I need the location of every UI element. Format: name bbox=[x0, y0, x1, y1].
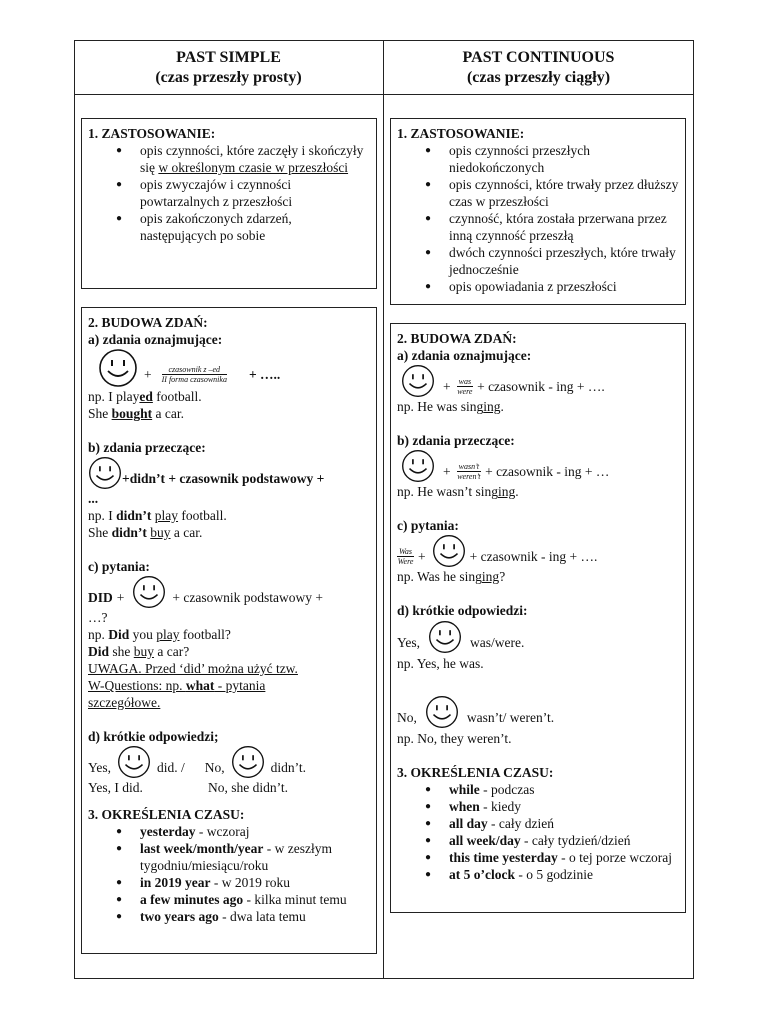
left-subtitle: (czas przeszły prosty) bbox=[155, 69, 302, 86]
list-item: ● while - podczas bbox=[397, 781, 679, 798]
list-item: ● opis czynności, które zaczęły i skończyły się w określonym czasie w przeszłości bbox=[88, 142, 370, 176]
smiley-icon bbox=[117, 745, 151, 779]
left-b-example-2: She didn’t buy a car. bbox=[88, 525, 203, 540]
left-c-formula: DID + + czasownik podstawowy + bbox=[88, 575, 370, 609]
left-b-formula: +didn’t + czasownik podstawowy + bbox=[88, 456, 370, 490]
list-item: ● when - kiedy bbox=[397, 798, 679, 815]
list-item: ● all day - cały dzień bbox=[397, 815, 679, 832]
right-structure-box: 2. BUDOWA ZDAŃ: a) zdania oznajmujące: + $\frac{\text{was}}{\text{were}}$ + czasownik - ing + …. np. He was singing. b) zdania przeczące: + $\frac{\text{wasn’t}}{\text{weren’t}}$ + czasownik - ing + … np. He wasn’t singing. c) pytania: $\frac{\text{Was}}{\text{Were}}$ + + czasownik - ing + …. np. Was he singing? d) krótkie odpowiedzi: Yes, was/were. np. Yes, he was. No, wasn’t/ weren’t. np. No, they weren’t. 3. OKREŚLENIA CZASU: ● while - podczas ● when - kiedy ● all day - cały dzień ● all week/day - cały tydzień/dzień ● this time yesterday - o tej porze wczoraj ● at 5 o’clock - o 5 godzinie bbox=[390, 323, 686, 913]
right-b-example: np. He wasn’t singing. bbox=[397, 484, 519, 499]
smiley-icon bbox=[428, 620, 462, 654]
list-item: ● all week/day - cały tydzień/dzień bbox=[397, 832, 679, 849]
column-divider bbox=[383, 40, 384, 979]
header-divider bbox=[74, 94, 694, 95]
left-d-answers: Yes, I did. No, she didn’t. bbox=[88, 780, 288, 795]
right-d-no: No, wasn’t/ weren’t. bbox=[397, 694, 679, 730]
left-b-title: b) zdania przeczące: bbox=[88, 440, 206, 455]
list-item: ● last week/month/year - w zeszłym tygodniu/miesiącu/roku bbox=[88, 840, 370, 874]
list-item: ● opis opowiadania z przeszłości bbox=[397, 278, 679, 295]
list-item: ● at 5 o’clock - o 5 godzinie bbox=[397, 866, 679, 883]
left-note-3: szczegółowe. bbox=[88, 695, 161, 710]
left-time-list bbox=[88, 823, 370, 925]
smiley-icon bbox=[401, 449, 435, 483]
right-c-example: np. Was he singing? bbox=[397, 569, 506, 584]
right-usage-box bbox=[390, 118, 686, 305]
list-item: ● opis zakończonych zdarzeń, następujących po sobie bbox=[88, 210, 370, 244]
right-title: PAST CONTINUOUS bbox=[462, 49, 615, 66]
right-c-formula: $\frac{\text{Was}}{\text{Were}}$ + + czasownik - ing + …. bbox=[397, 534, 679, 568]
right-a-title: a) zdania oznajmujące: bbox=[397, 348, 532, 363]
smiley-icon bbox=[231, 745, 265, 779]
left-d-formula: Yes, did. / No, didn’t. bbox=[88, 745, 370, 779]
right-d-yes: Yes, was/were. bbox=[397, 619, 679, 655]
left-a-example-2: She bought a car. bbox=[88, 406, 185, 421]
list-item: ● in 2019 year - w 2019 roku bbox=[88, 874, 370, 891]
right-time-heading: 3. OKREŚLENIA CZASU: bbox=[397, 765, 554, 780]
right-c-title: c) pytania: bbox=[397, 518, 459, 533]
right-d-title: d) krótkie odpowiedzi: bbox=[397, 603, 528, 618]
right-header bbox=[384, 48, 693, 88]
left-b-example-1: np. I didn’t play football. bbox=[88, 508, 227, 523]
list-item: ● this time yesterday - o tej porze wczoraj bbox=[397, 849, 679, 866]
list-item: ● opis czynności, które trwały przez dłuższy czas w przeszłości bbox=[397, 176, 679, 210]
smiley-icon bbox=[98, 348, 138, 388]
left-usage-heading: 1. ZASTOSOWANIE: bbox=[88, 126, 216, 141]
smiley-icon bbox=[132, 575, 166, 609]
left-a-formula: + $\frac{\text{czasownik z –ed}}{\text{II forma czasownika}}$ + ….. bbox=[88, 348, 370, 388]
list-item: ● yesterday - wczoraj bbox=[88, 823, 370, 840]
left-structure-heading: 2. BUDOWA ZDAŃ: bbox=[88, 315, 208, 330]
left-c-example-2: Did she buy a car? bbox=[88, 644, 190, 659]
right-time-list bbox=[397, 781, 679, 883]
right-b-title: b) zdania przeczące: bbox=[397, 433, 515, 448]
left-header bbox=[74, 48, 383, 88]
right-subtitle: (czas przeszły ciągły) bbox=[466, 69, 611, 86]
list-item: ● two years ago - dwa lata temu bbox=[88, 908, 370, 925]
list-item: ● opis czynności przeszłych niedokończonych bbox=[397, 142, 679, 176]
right-structure-heading: 2. BUDOWA ZDAŃ: bbox=[397, 331, 517, 346]
left-usage-box bbox=[81, 118, 377, 289]
left-d-title: d) krótkie odpowiedzi; bbox=[88, 729, 219, 744]
left-a-example-1: np. I played football. bbox=[88, 389, 202, 404]
left-structure-box: 2. BUDOWA ZDAŃ: a) zdania oznajmujące: + $\frac{\text{czasownik z –ed}}{\text{II forma czasownika}}$ + ….. np. I played football. She bought a car. b) zdania przeczące: +didn’t + czasownik podstawowy + ... np. I didn’t play football. She didn’t buy a car. c) pytania: DID + + czasownik podstawowy + …? np. Did you play football? Did she buy a car? UWAGA. Przed ‘did’ można użyć tzw. W-Questions: np. what - pytania szczegółowe. d) krótkie odpowiedzi; Yes, did. / No, didn’t. Yes, I did. No, she didn’t. 3. OKREŚLENIA CZASU: ● yesterday - wczoraj ● last week/month/year - w zeszłym tygodniu/miesiącu/roku ● in 2019 year - w 2019 roku ● a few minutes ago - kilka minut temu ● two years ago - dwa lata temu bbox=[81, 307, 377, 954]
list-item: ● czynność, która została przerwana przez inną czynność przeszłą bbox=[397, 210, 679, 244]
right-a-example: np. He was singing. bbox=[397, 399, 504, 414]
left-title: PAST SIMPLE bbox=[176, 49, 281, 66]
list-item: ● a few minutes ago - kilka minut temu bbox=[88, 891, 370, 908]
left-a-title: a) zdania oznajmujące: bbox=[88, 332, 223, 347]
left-note-1: UWAGA. Przed ‘did’ można użyć tzw. bbox=[88, 661, 298, 676]
right-b-formula: + $\frac{\text{wasn’t}}{\text{weren’t}}$ + czasownik - ing + … bbox=[397, 449, 679, 483]
left-time-heading: 3. OKREŚLENIA CZASU: bbox=[88, 807, 245, 822]
left-usage-list bbox=[88, 142, 370, 244]
right-usage-heading: 1. ZASTOSOWANIE: bbox=[397, 126, 525, 141]
smiley-icon bbox=[401, 364, 435, 398]
list-item: ● dwóch czynności przeszłych, które trwały jednocześnie bbox=[397, 244, 679, 278]
verb-fraction: $\frac{\text{czasownik z –ed}}{\text{II forma czasownika}}$ bbox=[161, 364, 227, 384]
left-note-2: W-Questions: np. what - pytania bbox=[88, 678, 266, 693]
right-a-formula: + $\frac{\text{was}}{\text{were}}$ + czasownik - ing + …. bbox=[397, 364, 679, 398]
smiley-icon bbox=[425, 695, 459, 729]
left-c-title: c) pytania: bbox=[88, 559, 150, 574]
list-item: ● opis zwyczajów i czynności powtarzalnych z przeszłości bbox=[88, 176, 370, 210]
left-c-example-1: np. Did you play football? bbox=[88, 627, 231, 642]
smiley-icon bbox=[88, 456, 122, 490]
smiley-icon bbox=[432, 534, 466, 568]
right-usage-list bbox=[397, 142, 679, 295]
